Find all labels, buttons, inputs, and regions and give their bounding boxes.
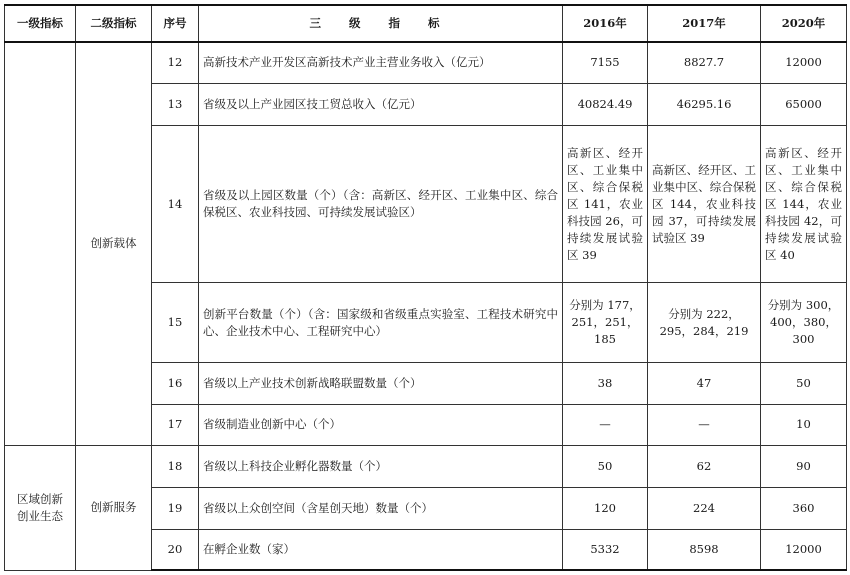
header-level3: 三 级 指 标 <box>199 5 563 42</box>
table-row <box>5 446 847 488</box>
row-2016: 50 <box>563 446 648 488</box>
row-seq: 20 <box>152 529 199 570</box>
level1-cell-upper <box>5 42 76 446</box>
row-2020: 12000 <box>761 529 847 570</box>
row-2020: 分别为 300，400，380，300 <box>761 283 847 362</box>
row-2016: 38 <box>563 362 648 404</box>
row-indicator: 省级制造业创新中心（个） <box>199 404 563 446</box>
row-indicator: 省级及以上园区数量（个）（含：高新区、经开区、工业集中区、综合保税区、农业科技园、可持续发展试验区） <box>199 125 563 283</box>
row-indicator: 省级以上众创空间（含星创天地）数量（个） <box>199 487 563 529</box>
row-seq: 12 <box>152 42 199 84</box>
row-2020: 90 <box>761 446 847 488</box>
row-2017: 47 <box>648 362 761 404</box>
row-2016: — <box>563 404 648 446</box>
header-seq: 序号 <box>152 5 199 42</box>
row-2017: 8827.7 <box>648 42 761 84</box>
header-2017: 2017年 <box>648 5 761 42</box>
row-2020: 高新区、经开区、工业集中区、综合保税区 144，农业科技园 42，可持续发展试验区 40 <box>761 125 847 283</box>
row-2017: 高新区、经开区、工业集中区、综合保税区 144，农业科技园 37，可持续发展试验区 39 <box>648 125 761 283</box>
header-row <box>5 5 847 42</box>
indicator-table <box>4 4 847 571</box>
row-seq: 15 <box>152 283 199 362</box>
row-2017: 62 <box>648 446 761 488</box>
row-indicator: 高新技术产业开发区高新技术产业主营业务收入（亿元） <box>199 42 563 84</box>
row-seq: 14 <box>152 125 199 283</box>
header-level1: 一级指标 <box>5 5 76 42</box>
row-2016: 7155 <box>563 42 648 84</box>
row-indicator: 省级及以上产业园区技工贸总收入（亿元） <box>199 83 563 125</box>
row-2016: 120 <box>563 487 648 529</box>
level2-innovation-service: 创新服务 <box>76 446 152 570</box>
row-2016: 5332 <box>563 529 648 570</box>
row-indicator: 省级以上科技企业孵化器数量（个） <box>199 446 563 488</box>
header-2016: 2016年 <box>563 5 648 42</box>
row-2017: 8598 <box>648 529 761 570</box>
row-2020: 12000 <box>761 42 847 84</box>
header-2020: 2020年 <box>761 5 847 42</box>
row-seq: 17 <box>152 404 199 446</box>
row-2016: 分别为 177，251，251，185 <box>563 283 648 362</box>
row-2020: 10 <box>761 404 847 446</box>
row-2017: 224 <box>648 487 761 529</box>
level1-regional-innovation-ecosystem: 区域创新 创业生态 <box>5 446 76 570</box>
header-level2: 二级指标 <box>76 5 152 42</box>
row-seq: 19 <box>152 487 199 529</box>
table-row <box>5 42 847 84</box>
row-2020: 50 <box>761 362 847 404</box>
row-seq: 16 <box>152 362 199 404</box>
level2-innovation-carrier: 创新载体 <box>76 42 152 446</box>
row-2017: 分别为 222，295，284，219 <box>648 283 761 362</box>
row-indicator: 省级以上产业技术创新战略联盟数量（个） <box>199 362 563 404</box>
row-2016: 40824.49 <box>563 83 648 125</box>
row-2017: — <box>648 404 761 446</box>
row-2020: 360 <box>761 487 847 529</box>
row-2016: 高新区、经开区、工业集中区、综合保税区 141，农业科技园 26，可持续发展试验区 39 <box>563 125 648 283</box>
row-2020: 65000 <box>761 83 847 125</box>
row-indicator: 创新平台数量（个）（含：国家级和省级重点实验室、工程技术研究中心、企业技术中心、工程研究中心） <box>199 283 563 362</box>
row-seq: 18 <box>152 446 199 488</box>
row-2017: 46295.16 <box>648 83 761 125</box>
row-indicator: 在孵企业数（家） <box>199 529 563 570</box>
row-seq: 13 <box>152 83 199 125</box>
